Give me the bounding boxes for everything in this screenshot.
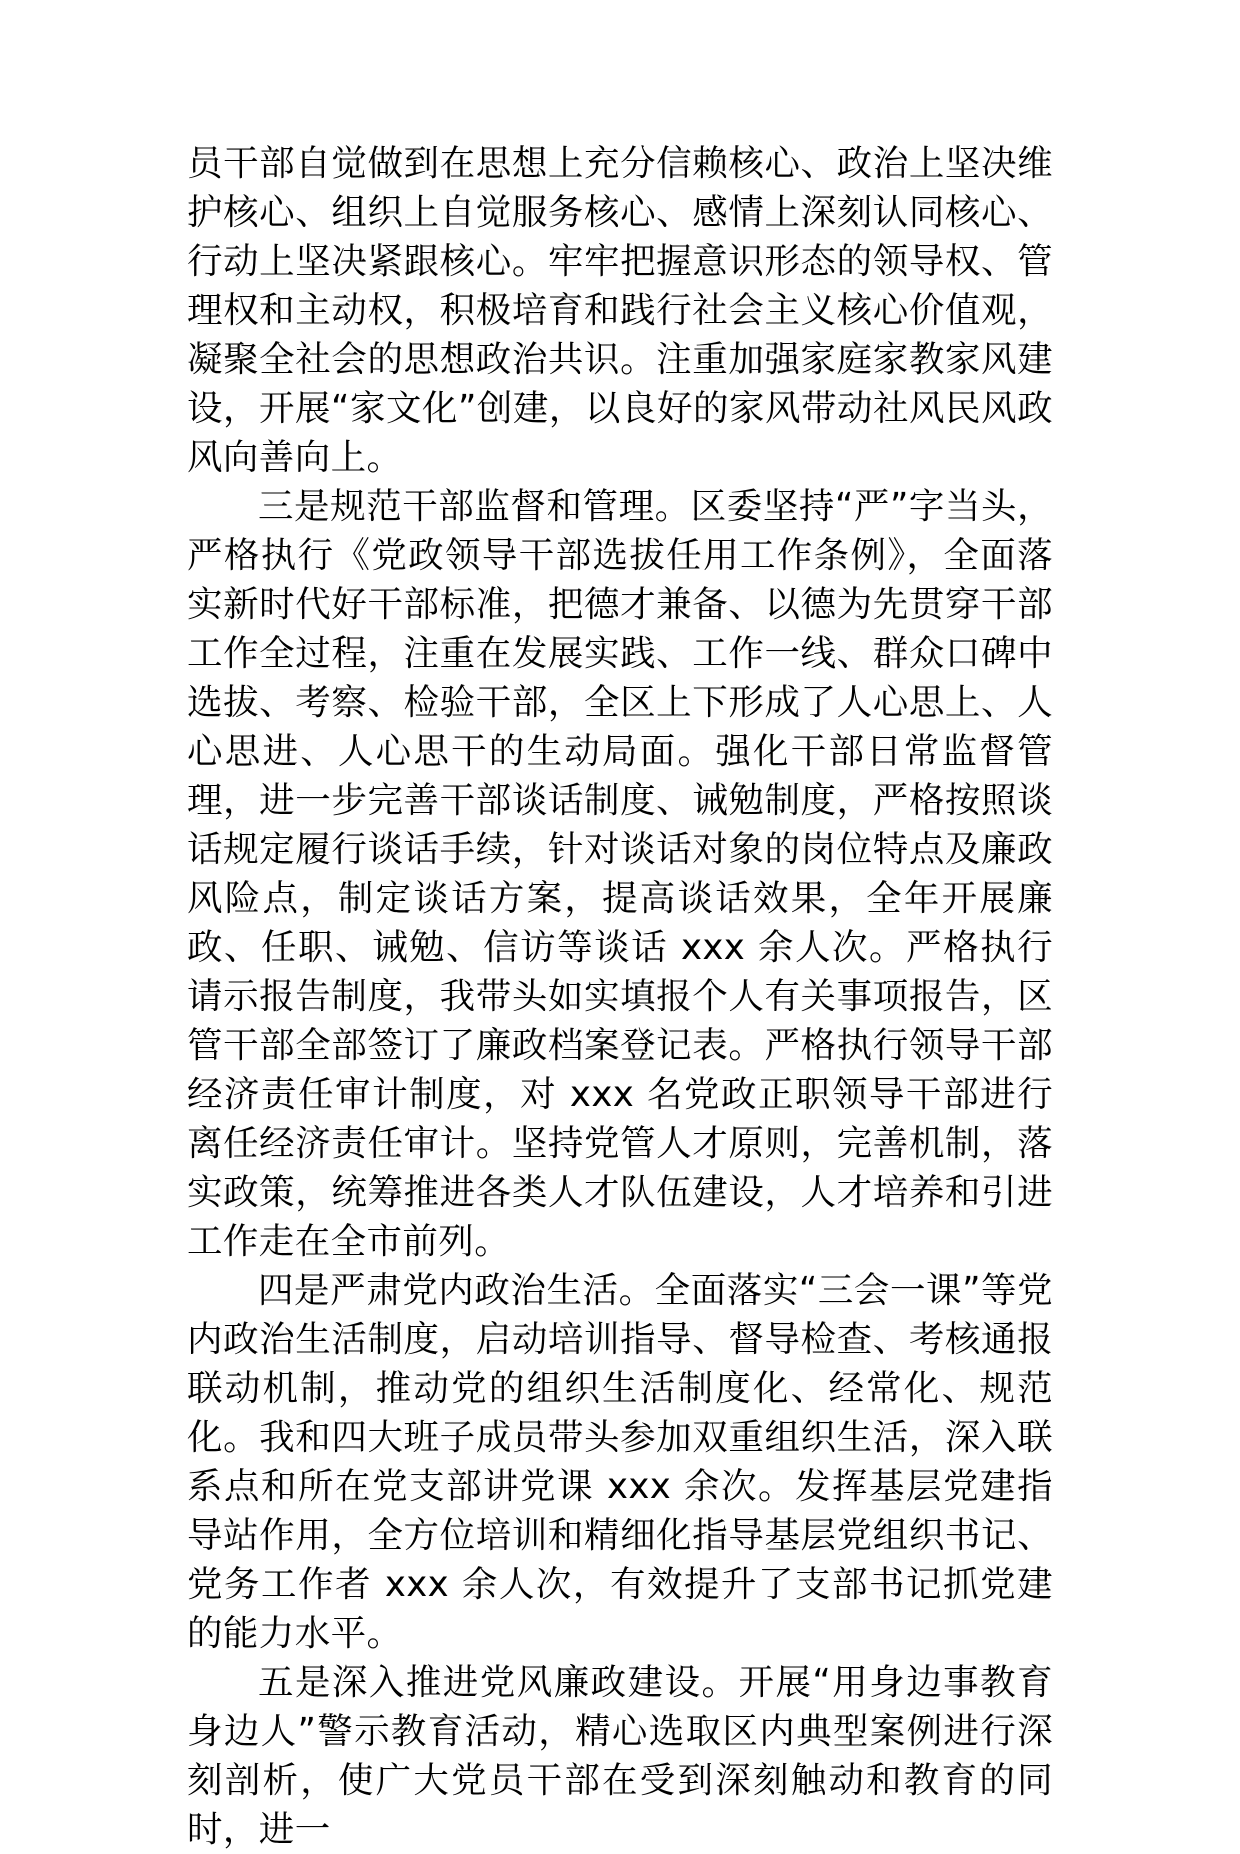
document-page (187, 139, 1053, 1854)
paragraph-party-political-life: 四是严肃党内政治生活。全面落实“三会一课”等党内政治生活制度，启动培训指导、督导检查、考核通报联动机制，推动党的组织生活制度化、经常化、规范化。我和四大班子成员带头参加双重组织生活，深入联系点和所在党支部讲党课 xxx 余次。发挥基层党建指导站作用，全方位培训和精细化指导基层党组织书记、党务工作者 xxx 余人次，有效提升了支部书记抓党建的能力水平。 (187, 1270, 1053, 1654)
paragraph-clean-government: 五是深入推进党风廉政建设。开展“用身边事教育身边人”警示教育活动，精心选取区内典型案例进行深刻剖析，使广大党员干部在受到深刻触动和教育的同时，进一 (187, 1662, 1053, 1850)
paragraph-continued: 员干部自觉做到在思想上充分信赖核心、政治上坚决维护核心、组织上自觉服务核心、感情上深刻认同核心、行动上坚决紧跟核心。牢牢把握意识形态的领导权、管理权和主动权，积极培育和践行社会主义核心价值观，凝聚全社会的思想政治共识。注重加强家庭家教家风建设，开展“家文化”创建，以良好的家风带动社风民风政风向善向上。 (187, 143, 1053, 478)
paragraph-cadre-supervision: 三是规范干部监督和管理。区委坚持“严”字当头，严格执行《党政领导干部选拔任用工作条例》，全面落实新时代好干部标准，把德才兼备、以德为先贯穿干部工作全过程，注重在发展实践、工作一线、群众口碑中选拔、考察、检验干部，全区上下形成了人心思上、人心思进、人心思干的生动局面。强化干部日常监督管理，进一步完善干部谈话制度、诫勉制度，严格按照谈话规定履行谈话手续，针对谈话对象的岗位特点及廉政风险点，制定谈话方案，提高谈话效果，全年开展廉政、任职、诫勉、信访等谈话 xxx 余人次。严格执行请示报告制度，我带头如实填报个人有关事项报告，区管干部全部签订了廉政档案登记表。严格执行领导干部经济责任审计制度，对 xxx 名党政正职领导干部进行离任经济责任审计。坚持党管人才原则，完善机制，落实政策，统筹推进各类人才队伍建设，人才培养和引进工作走在全市前列。 (187, 486, 1053, 1262)
